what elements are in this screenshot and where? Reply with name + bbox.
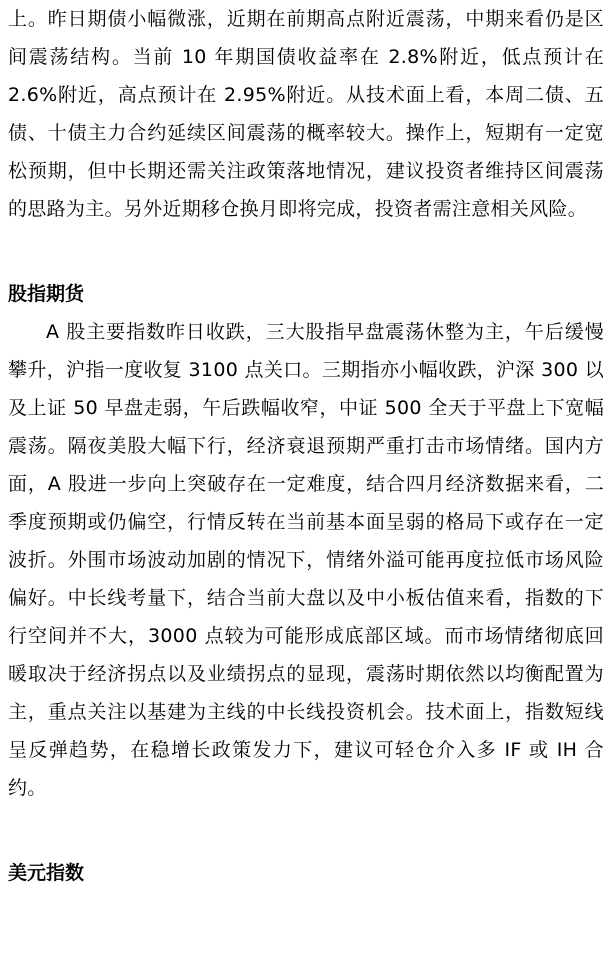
stock-index-futures-paragraph: A 股主要指数昨日收跌，三大股指早盘震荡休整为主，午后缓慢攀升，沪指一度收复 3100 点关口。三期指亦小幅收跌，沪深 300 以及上证 50 早盘走弱，午后跌幅收窄，中证 500 全天于平盘上下宽幅震荡。隔夜美股大幅下行，经济衰退预期严重打击市场情绪。国内方面，A 股进一步向上突破存在一定难度，结合四月经济数据来看，二季度预期或仍偏空，行情反转在当前基本面呈弱的格局下或存在一定波折。外围市场波动加剧的情况下，情绪外溢可能再度拉低市场风险偏好。中长线考量下，结合当前大盘以及中小板估值来看，指数的下行空间并不大，3000 点较为可能形成底部区域。而市场情绪彻底回暖取决于经济拐点以及业绩拐点的显现，震荡时期依然以均衡配置为主，重点关注以基建为主线的中长线投资机会。技术面上，指数短线呈反弹趋势，在稳增长政策发力下，建议可轻仓介入多 IF 或 IH 合约。 — [8, 321, 604, 799]
section-heading-dollar-index: 美元指数 — [8, 862, 85, 884]
section-heading-stock-index-futures: 股指期货 — [8, 283, 85, 305]
bond-futures-paragraph: 上。昨日期债小幅微涨，近期在前期高点附近震荡，中期来看仍是区间震荡结构。当前 10 年期国债收益率在 2.8%附近，低点预计在 2.6%附近，高点预计在 2.95%附近。从技术面上看，本周二债、五债、十债主力合约延续区间震荡的概率较大。操作上，短期有一定宽松预期，但中长期还需关注政策落地情况，建议投资者维持区间震荡的思路为主。另外近期移仓换月即将完成，投资者需注意相关风险。 — [8, 8, 604, 220]
